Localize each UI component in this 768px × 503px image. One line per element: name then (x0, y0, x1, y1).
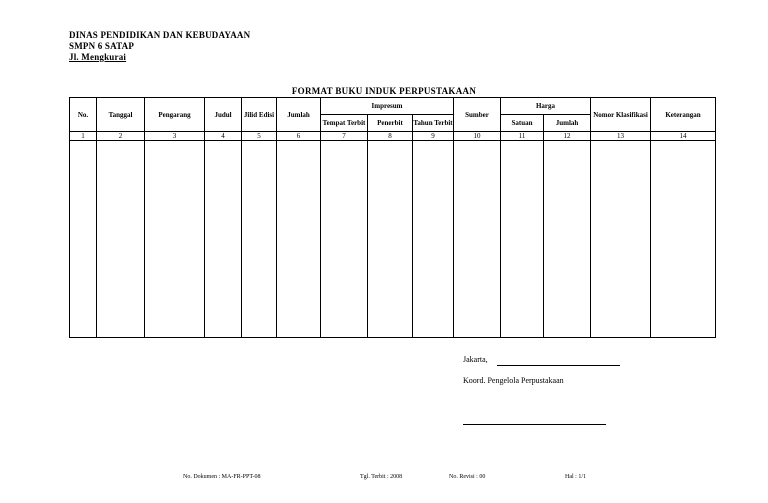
empty-cell (70, 141, 97, 338)
column-number: 2 (97, 132, 145, 141)
col-jumlah-header: Jumlah (277, 98, 321, 132)
document-title: FORMAT BUKU INDUK PERPUSTAKAAN (291, 86, 477, 96)
column-number: 12 (544, 132, 591, 141)
col-impresum-header: Impresum (321, 98, 454, 115)
empty-cell (454, 141, 501, 338)
col-keterangan-header: Keterangan (651, 98, 716, 132)
column-number: 4 (205, 132, 242, 141)
empty-cell (591, 141, 651, 338)
empty-cell (277, 141, 321, 338)
column-number-row (70, 132, 716, 141)
col-no-header: No. (70, 98, 97, 132)
empty-cell (651, 141, 716, 338)
school-name: SMPN 6 SATAP (69, 41, 135, 51)
school-address: Jl. Mengkurai (69, 52, 127, 62)
column-number: 8 (368, 132, 413, 141)
library-register-table (69, 97, 716, 338)
signature-blank-line (463, 424, 606, 425)
column-number: 1 (70, 132, 97, 141)
column-number: 10 (454, 132, 501, 141)
signature-place: Jakarta, (463, 355, 488, 364)
col-penerbit-header: Penerbit (368, 115, 413, 132)
col-satuan-header: Satuan (501, 115, 544, 132)
col-pengarang-header: Pengarang (145, 98, 205, 132)
column-number: 13 (591, 132, 651, 141)
column-number: 7 (321, 132, 368, 141)
agency-name: DINAS PENDIDIKAN DAN KEBUDAYAAN (69, 30, 251, 40)
empty-cell (544, 141, 591, 338)
footer-doc-number: No. Dokumen : MA-FR-PPT-08 (183, 474, 261, 480)
footer-page: Hal : 1/1 (565, 474, 586, 480)
table-body-row (70, 141, 716, 338)
date-blank-line (497, 365, 620, 366)
empty-cell (205, 141, 242, 338)
empty-cell (501, 141, 544, 338)
footer-publish-date: Tgl. Terbit : 2008 (360, 474, 403, 480)
col-tempat-terbit-header: Tempat Terbit (321, 115, 368, 132)
signature-role: Koord. Pengelola Perpustakaan (463, 376, 564, 385)
empty-cell (145, 141, 205, 338)
column-number: 11 (501, 132, 544, 141)
column-number: 5 (242, 132, 277, 141)
col-harga-jumlah-header: Jumlah (544, 115, 591, 132)
col-sumber-header: Sumber (454, 98, 501, 132)
col-harga-header: Harga (501, 98, 591, 115)
col-jilid-edisi-header: Jilid Edisi (242, 98, 277, 132)
empty-cell (97, 141, 145, 338)
column-number: 6 (277, 132, 321, 141)
column-number: 3 (145, 132, 205, 141)
empty-cell (368, 141, 413, 338)
empty-cell (321, 141, 368, 338)
empty-cell (413, 141, 454, 338)
column-number: 9 (413, 132, 454, 141)
col-nomor-klasifikasi-header: Nomor Klasifikasi (591, 98, 651, 132)
footer-revision: No. Revisi : 00 (449, 474, 486, 480)
col-tanggal-header: Tanggal (97, 98, 145, 132)
column-number: 14 (651, 132, 716, 141)
col-tahun-terbit-header: Tahun Terbit (413, 115, 454, 132)
col-judul-header: Judul (205, 98, 242, 132)
empty-cell (242, 141, 277, 338)
